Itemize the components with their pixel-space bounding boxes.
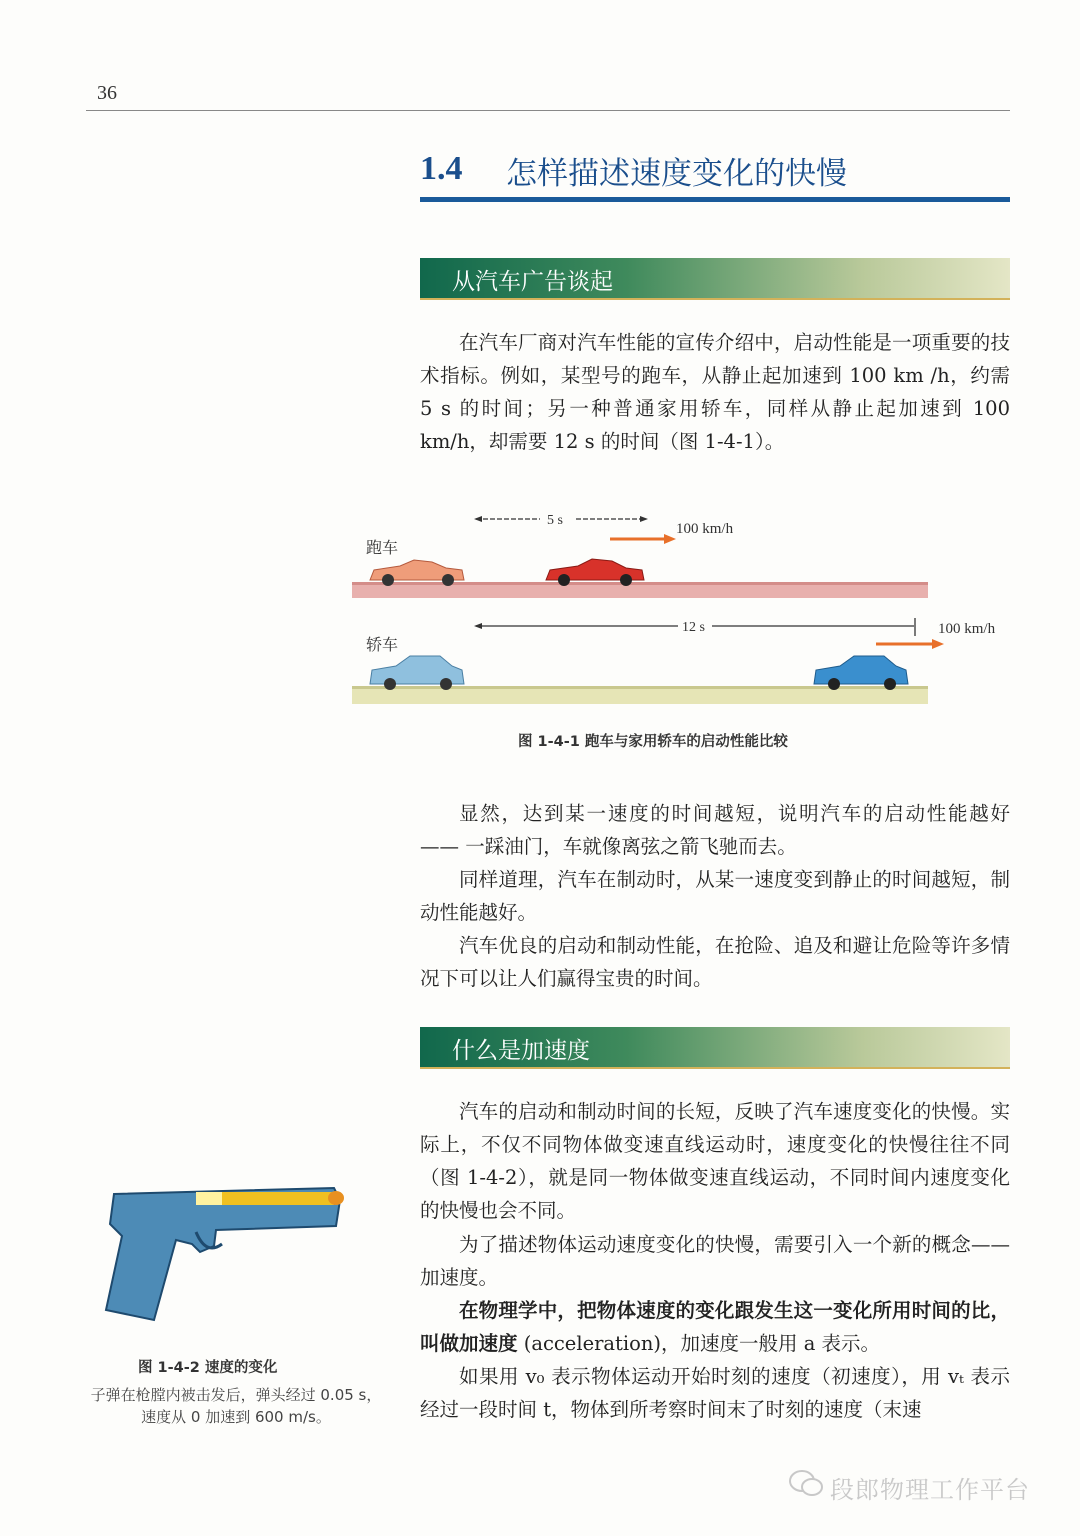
sports-road [352,584,928,598]
figure-caption: 图 1-4-1 跑车与家用轿车的启动性能比较 [518,734,788,750]
figure-car-comparison [350,500,1030,715]
section-number: 1.4 [420,150,463,187]
page-number: 36 [97,82,117,104]
figure2-caption: 图 1-4-2 速度的变化 [138,1360,278,1376]
figure-pistol [96,1170,376,1340]
speed-sedan: 100 km/h [938,621,996,637]
paragraph: 汽车的启动和制动时间的长短，反映了汽车速度变化的快慢。实际上，不仅不同物体做变速直线运动时，速度变化的快慢往往不同（图 1-4-2），就是同一物体做变速直线运动，不同时间内速度变化的快慢也会不同。 [420,1100,1010,1222]
bullet-icon [328,1191,344,1205]
paragraph: 在汽车厂商对汽车性能的宣传介绍中，启动性能是一项重要的技术指标。例如，某型号的跑车，从静止起加速到 100 km /h，约需 5 s 的时间；另一种普通家用轿车，同样从静止起加速到 100 km/h，却需要 12 s 的时间（图 1-4-1）。 [420,331,1010,453]
wechat-icon [788,1468,824,1500]
label-sports: 跑车 [366,538,399,557]
definition-bold: 在物理学中，把物体速度的变化跟发生这一变化所用时间的比，叫做加速度 [420,1299,1010,1355]
definition-tail: (acceleration)，加速度一般用 a 表示。 [517,1332,881,1355]
subsection-heading-acceleration [420,1027,1010,1069]
figure2-description: 子弹在枪膛内被击发后，弹头经过 0.05 s，速度从 0 加速到 600 m/s。 [90,1386,382,1426]
paragraph: 汽车优良的启动和制动性能，在抢险、追及和避让危险等许多情况下可以让人们赢得宝贵的时间。 [420,934,1010,990]
subsection-heading-text: 什么是加速度 [452,1038,590,1064]
sedan-start [370,656,464,690]
time-sedan: 12 s [682,620,705,635]
paragraph: 如果用 v₀ 表示物体运动开始时刻的速度（初速度），用 vₜ 表示经过一段时间 t，物体到所考察时间末了时刻的速度（末速 [420,1365,1010,1421]
label-sedan: 轿车 [366,635,399,654]
section-title: 怎样描述速度变化的快慢 [506,156,847,192]
arrow-sedan [932,639,944,649]
paragraph: 同样道理，汽车在制动时，从某一速度变到静止的时间越短，制动性能越好。 [420,868,1010,924]
header-rule [86,110,1010,111]
subsection-heading-text: 从汽车广告谈起 [452,269,613,295]
title-rule [420,197,1010,202]
sedan-road [352,688,928,704]
time-sports: 5 s [547,513,563,528]
definition-paragraph [420,1294,1010,1360]
sedan-end [814,656,908,690]
paragraph: 为了描述物体运动速度变化的快慢，需要引入一个新的概念——加速度。 [420,1233,1010,1289]
sports-car-end [546,559,644,586]
watermark: 段郎物理工作平台 [830,1476,1030,1504]
speed-sports: 100 km/h [676,521,734,537]
arrow-sports [664,534,676,544]
paragraph: 显然，达到某一速度的时间越短，说明汽车的启动性能越好 —— 一踩油门，车就像离弦之箭飞驰而去。 [420,802,1010,858]
subsection-heading-car-ad [420,258,1010,300]
